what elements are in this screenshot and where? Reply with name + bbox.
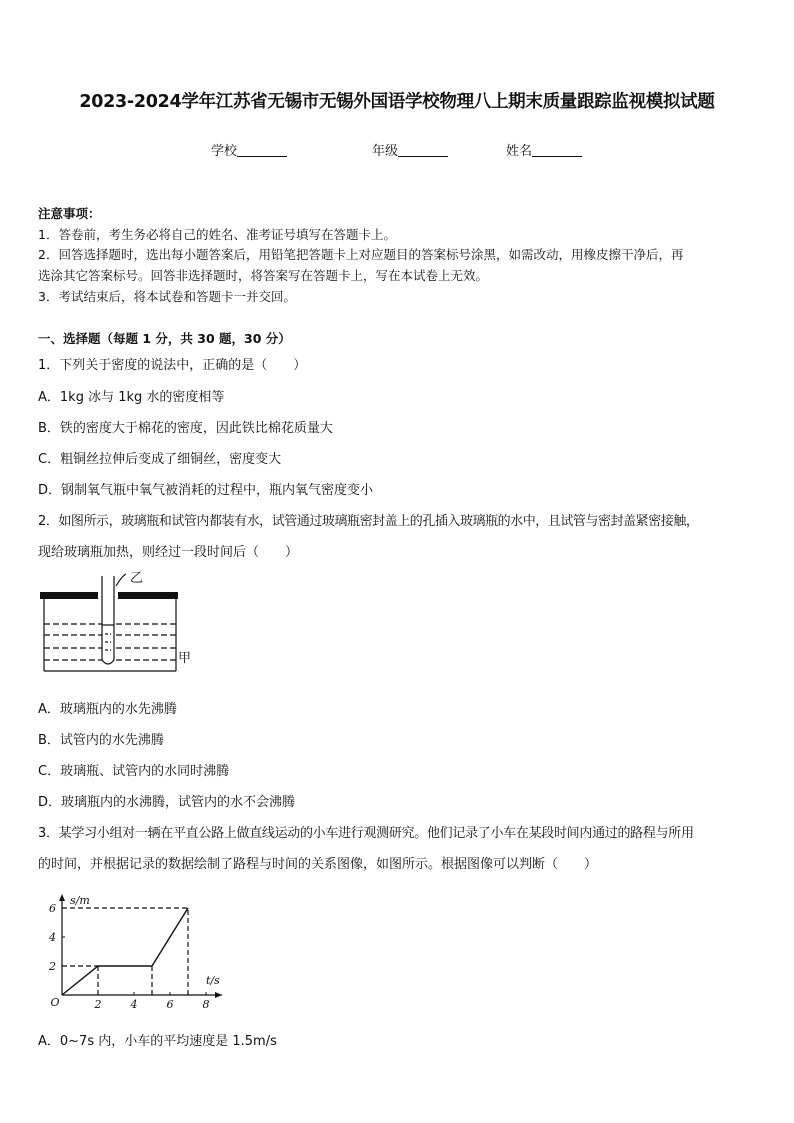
name-blank [532, 143, 582, 157]
bottle-tube-figure [38, 568, 198, 686]
q3-option-a: A．0~7s 内，小车的平均速度是 1.5m/s [38, 1034, 277, 1049]
page-title: 2023-2024学年江苏省无锡市无锡外国语学校物理八上期末质量跟踪监视模拟试题 [79, 92, 715, 112]
notice-item: 2．回答选择题时，选出每小题答案后，用铅笔把答题卡上对应题目的答案标号涂黑，如需改动，用橡皮擦干净后，再 [38, 247, 684, 262]
notice-item: 选涂其它答案标号。回答非选择题时，将答案写在答题卡上，写在本试卷上无效。 [38, 268, 489, 283]
bottle-label: 甲 [178, 651, 192, 666]
grade-label: 年级 [372, 144, 399, 159]
name-label: 姓名 [506, 144, 533, 159]
bottle-lid [40, 592, 98, 599]
q1-option-b: B．铁的密度大于棉花的密度，因此铁比棉花质量大 [38, 421, 333, 436]
q2-option-d: D．玻璃瓶内的水沸腾，试管内的水不会沸腾 [38, 795, 296, 810]
question-2-stem-line: 2．如图所示，玻璃瓶和试管内都装有水，试管通过玻璃瓶密封盖上的孔插入玻璃瓶的水中，且试管与密封盖紧密接触， [38, 514, 699, 529]
y-axis-arrow [59, 894, 65, 901]
q1-option-d: D．钢制氧气瓶中氧气被消耗的过程中，瓶内氧气密度变小 [38, 483, 374, 498]
origin-label: O [50, 996, 60, 1009]
q1-option-c: C．粗铜丝拉伸后变成了细铜丝，密度变大 [38, 452, 282, 467]
chart-series [62, 908, 188, 995]
chart-axes [62, 896, 222, 995]
bottle-lid [118, 592, 178, 599]
q1-option-a: A．1kg 冰与 1kg 水的密度相等 [38, 390, 225, 405]
y-axis-label: s/m [70, 894, 90, 907]
question-3-stem-line: 3．某学习小组对一辆在平直公路上做直线运动的小车进行观测研究。他们记录了小车在某段时间内通过的路程与所用 [38, 826, 694, 841]
x-axis-arrow [215, 992, 222, 998]
y-tick-label: 4 [49, 931, 56, 944]
q2-option-a: A．玻璃瓶内的水先沸腾 [38, 702, 177, 717]
distance-time-line [62, 908, 188, 995]
x-tick-label: 2 [94, 998, 102, 1011]
x-tick-label: 4 [130, 998, 138, 1011]
chart-guides [62, 908, 188, 995]
grade-blank [398, 143, 448, 157]
grade-field [372, 140, 448, 159]
x-tick-label: 6 [166, 998, 174, 1011]
distance-time-chart [40, 888, 230, 1018]
y-tick-label: 2 [49, 960, 56, 973]
school-blank [237, 143, 287, 157]
notice-heading: 注意事项： [38, 206, 101, 221]
notice-item: 3．考试结束后，将本试卷和答题卡一并交回。 [38, 289, 296, 304]
notice-item: 1．答卷前，考生务必将自己的姓名、准考证号填写在答题卡上。 [38, 227, 396, 242]
name-field [506, 140, 582, 159]
x-axis-label: t/s [206, 974, 220, 987]
x-tick-label: 8 [202, 998, 210, 1011]
school-label: 学校 [211, 144, 238, 159]
section-heading: 一、选择题（每题 1 分，共 30 题，30 分） [38, 331, 291, 346]
tube-label: 乙 [130, 571, 144, 586]
question-2-stem-line: 现给玻璃瓶加热，则经过一段时间后（ ） [38, 545, 299, 560]
q2-option-c: C．玻璃瓶、试管内的水同时沸腾 [38, 764, 230, 779]
question-3-stem-line: 的时间，并根据记录的数据绘制了路程与时间的关系图像，如图所示。根据图像可以判断（ ） [38, 857, 598, 872]
q2-option-b: B．试管内的水先沸腾 [38, 733, 164, 748]
school-field [211, 140, 287, 159]
y-tick-label: 6 [49, 902, 56, 915]
question-1-stem: 1．下列关于密度的说法中，正确的是（ ） [38, 358, 307, 373]
